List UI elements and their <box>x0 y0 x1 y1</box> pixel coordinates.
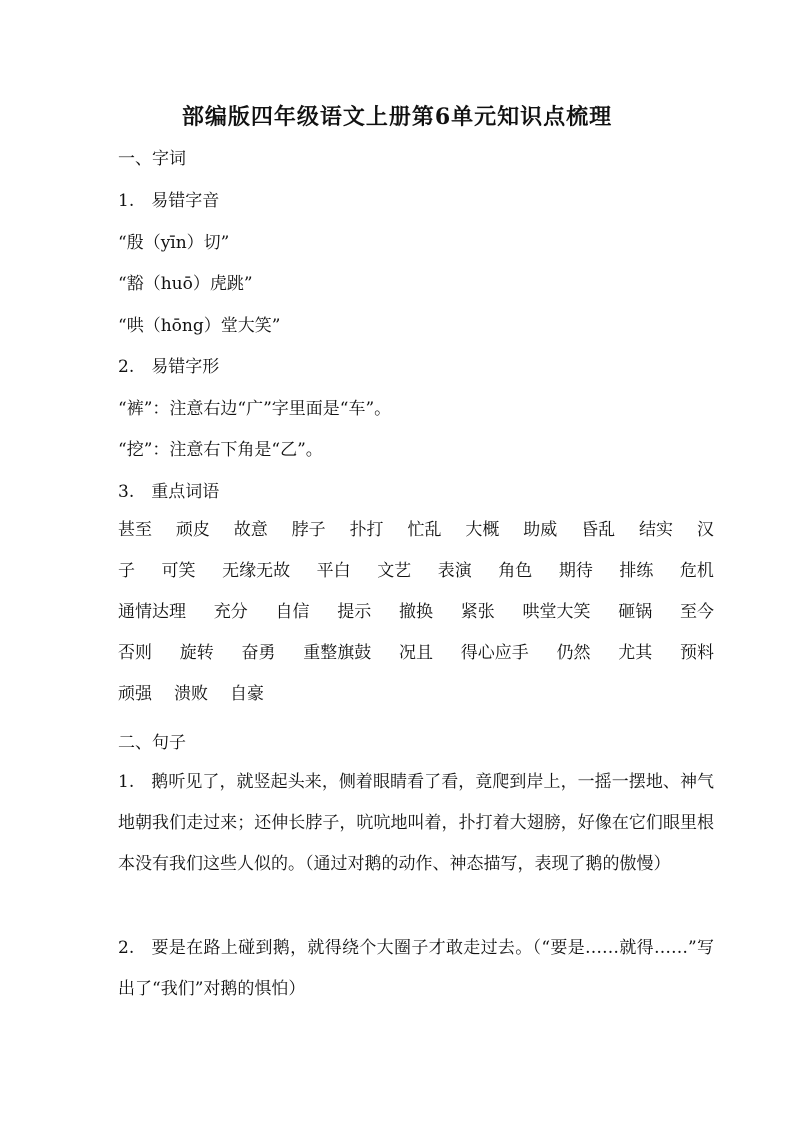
pronunciation-item: “豁（huō）虎跳” <box>118 274 253 294</box>
key-words-row <box>118 633 714 674</box>
section-heading-words: 一、字词 <box>118 149 186 169</box>
key-words-row <box>118 674 714 715</box>
key-word: 自豪 <box>230 684 264 704</box>
key-word: 故意 <box>233 520 268 540</box>
character-form-item: “挖”：注意右下角是“乙”。 <box>118 440 323 460</box>
key-word: 尤其 <box>618 643 653 663</box>
key-word: 表演 <box>437 561 472 581</box>
key-word: 溃败 <box>174 684 208 704</box>
key-word: 预料 <box>680 643 714 663</box>
key-word: 顽皮 <box>175 520 210 540</box>
key-word: 助威 <box>523 520 558 540</box>
key-word: 充分 <box>213 602 248 622</box>
document-title: 部编版四年级语文上册第6单元知识点梳理 <box>181 104 613 130</box>
key-word: 无缘无故 <box>222 561 291 581</box>
key-word: 况且 <box>399 643 433 663</box>
key-word: 文艺 <box>377 561 412 581</box>
key-word: 通情达理 <box>118 602 186 622</box>
pronunciation-item: “殷（yīn）切” <box>118 233 230 253</box>
sentence-paragraph: 1. 鹅听见了，就竖起头来，侧着眼睛看了看，竟爬到岸上，一摇一摆地、神气地朝我们走过来；还伸长脖子，吭吭地叫着，扑打着大翅膀，好像在它们眼里根本没有我们这些人似的。（通过对鹅的动作、神态描写，表现了鹅的傲慢） <box>118 772 714 874</box>
pronunciation-item: “哄（hōng）堂大笑” <box>118 316 281 336</box>
key-word: 提示 <box>337 602 372 622</box>
key-words-block <box>118 510 714 715</box>
key-word: 撤换 <box>399 602 433 622</box>
key-word: 期待 <box>558 561 593 581</box>
key-word: 忙乱 <box>407 520 442 540</box>
subheading-character-form: 2. 易错字形 <box>118 357 220 377</box>
key-word: 昏乱 <box>581 520 616 540</box>
key-word: 平白 <box>316 561 351 581</box>
subheading-key-words: 3. 重点词语 <box>118 482 220 502</box>
key-word: 结实 <box>639 520 674 540</box>
key-word: 自信 <box>275 602 310 622</box>
character-form-item: “裤”：注意右边“广”字里面是“车”。 <box>118 399 392 419</box>
key-word: 哄堂大笑 <box>522 602 591 622</box>
key-word: 扑打 <box>349 520 384 540</box>
key-word: 排练 <box>619 561 654 581</box>
key-word: 顽强 <box>118 684 152 704</box>
key-word: 重整旗鼓 <box>303 643 372 663</box>
key-word: 紧张 <box>460 602 495 622</box>
key-word: 仍然 <box>556 643 591 663</box>
section-heading-sentences: 二、句子 <box>118 733 186 753</box>
sentence-paragraph: 2. 要是在路上碰到鹅，就得绕个大圈子才敢走过去。（“要是……就得……”写出了“我们”对鹅的惧怕） <box>118 938 714 999</box>
key-word: 脖子 <box>291 520 326 540</box>
key-word: 子 <box>118 561 135 581</box>
key-word: 奋勇 <box>241 643 276 663</box>
key-word: 甚至 <box>118 520 152 540</box>
key-word: 旋转 <box>179 643 214 663</box>
key-word: 可笑 <box>161 561 196 581</box>
key-word: 得心应手 <box>460 643 529 663</box>
key-words-row <box>118 510 714 551</box>
key-word: 砸锅 <box>618 602 653 622</box>
key-words-row <box>118 592 714 633</box>
key-word: 汉 <box>696 520 714 540</box>
key-word: 否则 <box>118 643 152 663</box>
key-word: 大概 <box>465 520 500 540</box>
key-word: 危机 <box>679 561 714 581</box>
subheading-pronunciation: 1. 易错字音 <box>118 191 220 211</box>
key-word: 至今 <box>680 602 714 622</box>
key-word: 角色 <box>498 561 533 581</box>
key-words-row <box>118 551 714 592</box>
